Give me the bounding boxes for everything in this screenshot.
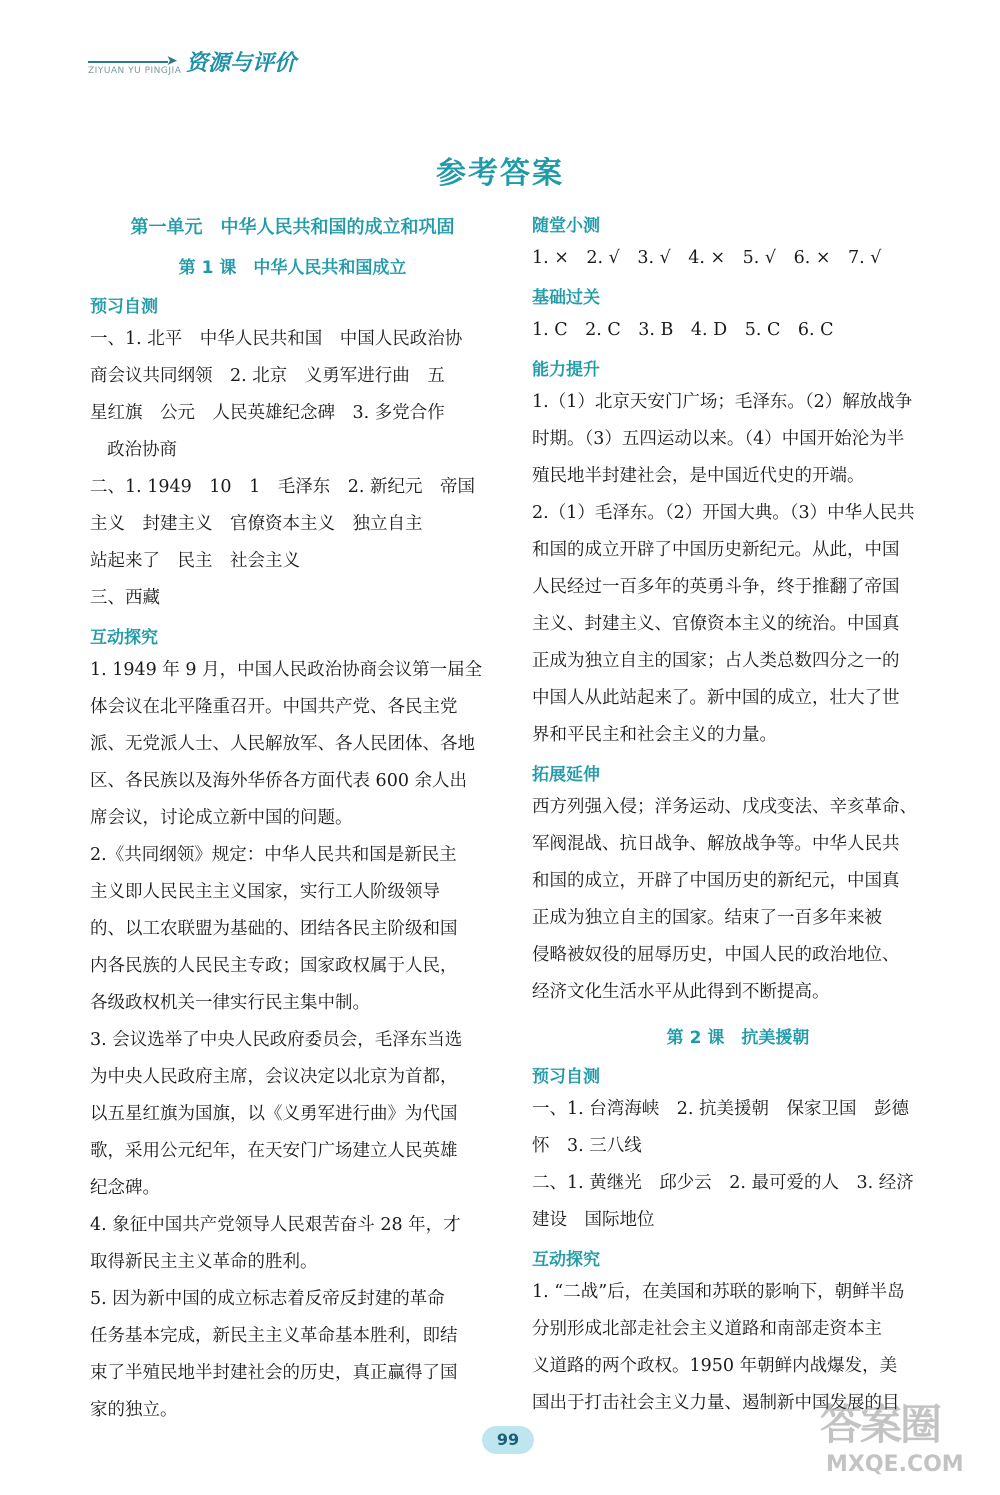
text-line: 5. 因为新中国的成立标志着反帝反封建的革命 [90,1289,445,1309]
text-line: 经济文化生活水平从此得到不断提高。 [532,982,830,1002]
page-title: 参考答案 [436,156,564,191]
watermark-url: MXQE.COM [826,1452,964,1477]
text-line: 席会议，讨论成立新中国的问题。 [90,808,353,828]
text-line: 3. 会议选举了中央人民政府委员会，毛泽东当选 [90,1030,463,1050]
text-line: 军阀混战、抗日战争、解放战争等。中华人民共 [532,834,900,854]
text-line: 商会议共同纲领 2. 北京 义勇军进行曲 五 [90,366,445,386]
page-number: 99 [482,1426,534,1454]
logo-title: 资源与评价 [186,51,297,76]
text-line: 派、无党派人士、人民解放军、各人民团体、各地 [90,734,475,754]
text-line: 二、1. 1949 10 1 毛泽东 2. 新纪元 帝国 [90,477,475,497]
text-line: 正成为独立自主的国家；占人类总数四分之一的 [532,651,900,671]
text-line: 内各民族的人民民主专政；国家政权属于人民， [90,956,458,976]
text-line: 分别形成北部走社会主义道路和南部走资本主 [532,1319,882,1339]
text-line: 家的独立。 [90,1400,178,1420]
left-column [90,205,495,1429]
right-column [532,205,944,1422]
text-line: 时期。（3）五四运动以来。（4）中国开始沦为半 [532,429,905,449]
text-line: 二、1. 黄继光 邱少云 2. 最可爱的人 3. 经济 [532,1173,914,1193]
text-line: 和国的成立开辟了中国历史新纪元。从此，中国 [532,540,900,560]
logo-small-text: ZIYUAN YU PINGJIA [88,66,182,76]
unit-heading: 第一单元 中华人民共和国的成立和巩固 [130,217,455,238]
text-line: 怀 3. 三八线 [532,1136,642,1156]
text-line: 一、1. 北平 中华人民共和国 中国人民政治协 [90,329,463,349]
text-line: 束了半殖民地半封建社会的历史，真正赢得了国 [90,1363,458,1383]
arrow-icon: ➤ [166,53,178,69]
lesson-heading: 第 1 课 中华人民共和国成立 [178,258,407,278]
text-line: 一、1. 台湾海峡 2. 抗美援朝 保家卫国 彭德 [532,1099,910,1119]
logo-line [88,61,168,63]
text-line: 为中央人民政府主席，会议决定以北京为首都， [90,1067,458,1087]
section-heading: 预习自测 [532,1067,600,1087]
text-line: 星红旗 公元 人民英雄纪念碑 3. 多党合作 [90,403,445,423]
text-line: 中国人从此站起来了。新中国的成立，壮大了世 [532,688,900,708]
text-line: 歌，采用公元纪年，在天安门广场建立人民英雄 [90,1141,458,1161]
section-heading: 预习自测 [90,297,158,317]
section-heading: 能力提升 [532,360,600,380]
section-heading: 互动探究 [90,628,158,648]
section-heading: 拓展延伸 [532,765,600,785]
text-line: 和国的成立，开辟了中国历史的新纪元，中国真 [532,871,900,891]
watermark-glyph: 答案圈 [820,1400,941,1449]
text-line: 侵略被奴役的屈辱历史，中国人民的政治地位、 [532,945,900,965]
text-line: 2.《共同纲领》规定：中华人民共和国是新民主 [90,845,457,865]
text-line: 1.（1）北京天安门广场；毛泽东。（2）解放战争 [532,392,913,412]
text-line: 义道路的两个政权。1950 年朝鲜内战爆发，美 [532,1356,898,1376]
text-line: 国出于打击社会主义力量、遏制新中国发展的目 [532,1393,900,1413]
text-line: 主义即人民民主主义国家，实行工人阶级领导 [90,882,440,902]
text-line: 殖民地半封建社会，是中国近代史的开端。 [532,466,865,486]
text-line: 1. 1949 年 9 月，中国人民政治协商会议第一届全 [90,660,483,680]
book-logo [88,44,348,84]
text-line: 4. 象征中国共产党领导人民艰苦奋斗 28 年，才 [90,1215,461,1235]
section-heading: 随堂小测 [532,216,600,236]
text-line: 纪念碑。 [90,1178,160,1198]
text-line: 取得新民主主义革命的胜利。 [90,1252,318,1272]
text-line: 2.（1）毛泽东。（2）开国大典。（3）中华人民共 [532,503,915,523]
lesson-heading: 第 2 课 抗美援朝 [666,1028,810,1048]
answer-line: 1. × 2. √ 3. √ 4. × 5. √ 6. × 7. √ [532,248,882,268]
text-line: 界和平民主和社会主义的力量。 [532,725,777,745]
text-line: 政治协商 [107,440,177,460]
text-line: 西方列强入侵；洋务运动、戊戌变法、辛亥革命、 [532,797,917,817]
text-line: 以五星红旗为国旗，以《义勇军进行曲》为代国 [90,1104,458,1124]
text-line: 人民经过一百多年的英勇斗争，终于推翻了帝国 [532,577,900,597]
text-line: 主义 封建主义 官僚资本主义 独立自主 [90,514,423,534]
text-line: 正成为独立自主的国家。结束了一百多年来被 [532,908,882,928]
text-line: 站起来了 民主 社会主义 [90,551,300,571]
text-line: 体会议在北平隆重召开。中国共产党、各民主党 [90,697,458,717]
text-line: 的、以工农联盟为基础的、团结各民主阶级和国 [90,919,458,939]
section-heading: 基础过关 [532,288,600,308]
answer-line: 1. C 2. C 3. B 4. D 5. C 6. C [532,320,834,340]
text-line: 建设 国际地位 [532,1210,655,1230]
watermark [820,1392,990,1488]
section-heading: 互动探究 [532,1250,600,1270]
text-line: 任务基本完成，新民主主义革命基本胜利，即结 [90,1326,458,1346]
text-line: 区、各民族以及海外华侨各方面代表 600 余人出 [90,771,468,791]
text-line: 1. “二战”后，在美国和苏联的影响下，朝鲜半岛 [532,1282,905,1302]
text-line: 各级政权机关一律实行民主集中制。 [90,993,370,1013]
text-line: 三、西藏 [90,588,160,608]
text-line: 主义、封建主义、官僚资本主义的统治。中国真 [532,614,900,634]
